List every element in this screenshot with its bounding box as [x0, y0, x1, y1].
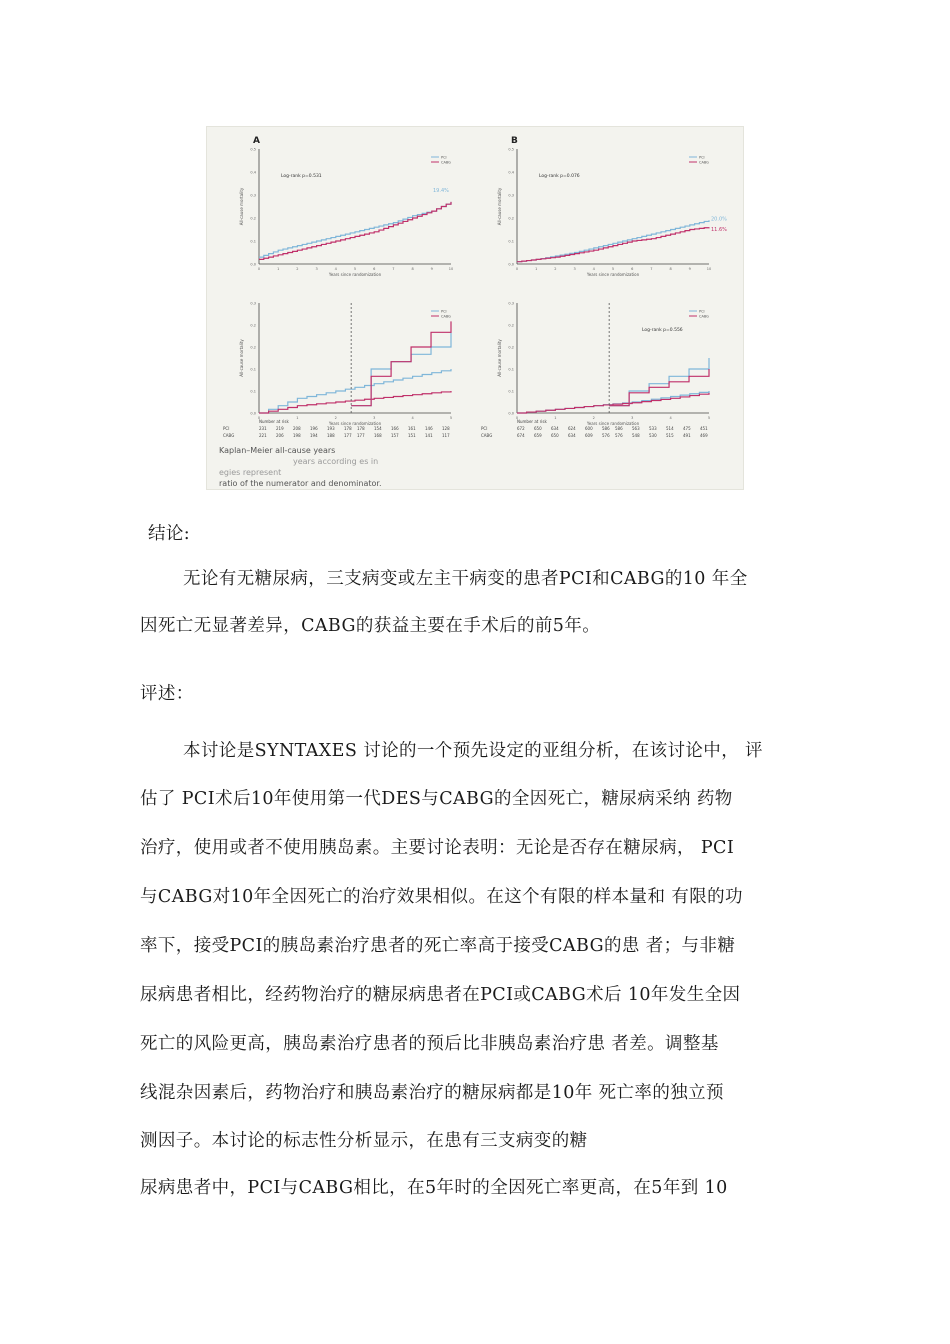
- panel-c-ytick-1: 0.1: [250, 389, 256, 394]
- risk-c-cell-0-5: 178: [344, 426, 352, 431]
- panel-a-end-label: 19.4%: [433, 187, 449, 194]
- panel-b-ytick-2: 0.2: [508, 216, 514, 221]
- panel-b-series-pci: [517, 220, 709, 261]
- panel-d-legend-label-1: CABG: [699, 314, 709, 319]
- risk-c-cell-0-0: 231: [259, 426, 267, 431]
- panel-c-ytick-3: 0.2: [250, 345, 256, 350]
- panel-a-ylabel: All-cause mortality: [239, 187, 244, 226]
- panel-a-xtick-9: 9: [430, 267, 433, 271]
- risk-c2-cell-1-4: 141: [425, 433, 433, 438]
- panel-b-xtick-2: 2: [554, 267, 557, 271]
- panel-b-ytick-0: 0.0: [508, 262, 514, 267]
- panel-b-xtick-6: 6: [631, 267, 634, 271]
- review-line-1: 本讨论是SYNTAXES 讨论的一个预先设定的亚组分析，在该讨论中， 评: [183, 741, 763, 761]
- panel-d-xtick-0: 0: [515, 416, 519, 420]
- conclusion-line-2: 因死亡无显著差异，CABG的获益主要在手术后的前5年。: [140, 616, 601, 636]
- review-line-9: 测因子。本讨论的标志性分析显示，在患有三支病变的糖: [140, 1131, 588, 1151]
- panel-a-xtick-2: 2: [296, 267, 299, 271]
- risk-c2-cell-1-0: 177: [357, 433, 365, 438]
- risk-c2-cell-1-3: 151: [408, 433, 416, 438]
- risk-d2-cell-0-1: 563: [632, 426, 640, 431]
- panel-d-xlabel: Years since randomization: [586, 421, 640, 426]
- panel-c-ytick-4: 0.2: [250, 323, 256, 328]
- risk-header-right: Number at risk: [517, 419, 547, 424]
- risk-c2-cell-0-4: 146: [425, 426, 433, 431]
- panel-d-ytick-4: 0.2: [508, 323, 514, 328]
- panel-c-ylabel: All-cause mortality: [239, 339, 244, 377]
- risk-c-cell-0-4: 193: [327, 426, 335, 431]
- review-line-4: 与CABG对10年全因死亡的治疗效果相似。在这个有限的样本量和 有限的功: [140, 887, 743, 907]
- panel-a-xtick-10: 10: [448, 267, 454, 271]
- risk-c2-cell-0-3: 161: [408, 426, 416, 431]
- risk-c-cell-1-1: 206: [276, 433, 284, 438]
- risk-d2-cell-1-3: 515: [666, 433, 674, 438]
- risk-c2-cell-0-5: 128: [442, 426, 450, 431]
- panel-a-xtick-3: 3: [315, 267, 318, 271]
- risk-d-cell-1-4: 609: [585, 433, 593, 438]
- risk-d2-cell-0-3: 514: [666, 426, 674, 431]
- risk-c-cell-0-1: 219: [276, 426, 284, 431]
- panel-b-ylabel: All-cause mortality: [497, 187, 502, 226]
- risk-d2-cell-0-4: 475: [683, 426, 691, 431]
- panel-c-ytick-0: 0.0: [250, 411, 256, 416]
- panel-a-xtick-1: 1: [277, 267, 280, 271]
- panel-c-xtick-3: 3: [373, 416, 376, 420]
- panel-b-xlabel: Years since randomization: [586, 272, 640, 277]
- risk-d2-cell-1-0: 576: [615, 433, 623, 438]
- risk-d-cell-0-2: 634: [551, 426, 559, 431]
- panel-b-legend-label-0: PCI: [699, 155, 705, 160]
- risk-d-cell-1-5: 576: [602, 433, 610, 438]
- panel-a-xtick-6: 6: [373, 267, 376, 271]
- panel-c-ytick-2: 0.1: [250, 367, 256, 372]
- panel-b-xtick-7: 7: [650, 267, 653, 271]
- panel-c-ytick-5: 0.3: [250, 301, 256, 306]
- risk-c2-cell-1-1: 168: [374, 433, 382, 438]
- panel-d-ytick-3: 0.2: [508, 345, 514, 350]
- panel-b-legend-label-1: CABG: [699, 160, 709, 165]
- caption-line-3: egies represent: [219, 468, 282, 477]
- caption-line-4: ratio of the numerator and denominator.: [219, 479, 382, 488]
- panel-a-ytick-3: 0.3: [250, 193, 256, 198]
- risk-c2-cell-1-5: 117: [442, 433, 450, 438]
- risk-d2-cell-1-4: 491: [683, 433, 691, 438]
- risk-d-cell-0-4: 600: [585, 426, 593, 431]
- conclusion-heading: 结论:: [148, 524, 191, 544]
- panel-c-landmark-series-0: [351, 332, 451, 405]
- risk-header-left: Number at risk: [259, 419, 289, 424]
- review-line-10: 尿病患者中，PCI与CABG相比，在5年时的全因死亡率更高，在5年到 10: [140, 1178, 728, 1198]
- panel-c-legend-label-0: PCI: [441, 309, 447, 314]
- risk-c-cell-1-5: 177: [344, 433, 352, 438]
- panel-b-xtick-5: 5: [611, 267, 615, 271]
- risk-c-cell-0-2: 208: [293, 426, 301, 431]
- panel-b-xtick-8: 8: [669, 267, 672, 271]
- panel-d-xtick-5: 5: [707, 416, 711, 420]
- risk-d2-cell-1-1: 548: [632, 433, 640, 438]
- risk-d-cell-0-1: 650: [534, 426, 542, 431]
- review-line-5: 率下，接受PCI的胰岛素治疗患者的死亡率高于接受CABG的患 者；与非糖: [140, 936, 736, 956]
- panel-a-xtick-7: 7: [392, 267, 395, 271]
- panel-a-xlabel: Years since randomization: [328, 272, 382, 277]
- panel-d-ytick-0: 0.0: [508, 411, 514, 416]
- panel-a-ytick-5: 0.5: [250, 147, 256, 152]
- panel-b-xtick-1: 1: [535, 267, 538, 271]
- panel-a-letter: A: [253, 136, 260, 146]
- risk-c-group-0: PCI: [223, 426, 230, 431]
- caption-line-2: years according es in: [293, 457, 379, 466]
- review-line-3: 治疗，使用或者不使用胰岛素。主要讨论表明：无论是否存在糖尿病， PCI: [140, 838, 735, 858]
- review-line-8: 线混杂因素后，药物治疗和胰岛素治疗的糖尿病都是10年 死亡率的独立预: [140, 1083, 724, 1103]
- km-charts: [207, 127, 744, 447]
- risk-d2-cell-0-2: 533: [649, 426, 657, 431]
- review-line-6: 尿病患者相比，经药物治疗的糖尿病患者在PCI或CABG术后 10年发生全因: [140, 985, 741, 1005]
- panel-d-legend-label-0: PCI: [699, 309, 705, 314]
- panel-b-xtick-0: 0: [515, 267, 519, 271]
- panel-c-xtick-5: 5: [449, 416, 453, 420]
- panel-b-letter: B: [511, 136, 518, 146]
- panel-d-landmark-series-0: [609, 358, 709, 406]
- risk-d2-cell-0-5: 451: [700, 426, 708, 431]
- panel-c-xtick-0: 0: [257, 416, 261, 420]
- panel-a-xtick-0: 0: [257, 267, 261, 271]
- panel-c-xtick-2: 2: [334, 416, 337, 420]
- panel-c-xlabel: Years since randomization: [328, 421, 382, 426]
- panel-b-ytick-4: 0.4: [508, 170, 514, 175]
- panel-b-ytick-3: 0.3: [508, 193, 514, 198]
- panel-b-ytick-5: 0.5: [508, 147, 514, 152]
- panel-d-xtick-3: 3: [631, 416, 634, 420]
- panel-d-ytick-5: 0.3: [508, 301, 514, 306]
- risk-c2-cell-1-2: 157: [391, 433, 399, 438]
- risk-d-cell-0-3: 624: [568, 426, 576, 431]
- risk-d-cell-0-5: 586: [602, 426, 610, 431]
- panel-b-ytick-1: 0.1: [508, 239, 514, 244]
- panel-a-ytick-4: 0.4: [250, 170, 256, 175]
- panel-d-xtick-2: 2: [592, 416, 595, 420]
- review-line-2: 估了 PCI术后10年使用第一代DES与CABG的全因死亡，糖尿病采纳 药物: [140, 789, 733, 809]
- panel-a-series-cabg: [259, 202, 451, 260]
- kaplan-meier-figure: [206, 126, 744, 490]
- panel-b-xtick-3: 3: [573, 267, 576, 271]
- risk-d-cell-1-2: 650: [551, 433, 559, 438]
- panel-a-series-pci: [259, 202, 451, 257]
- panel-b-end-label-pci: 20.0%: [711, 216, 727, 223]
- panel-b-end-label-cabg: 11.6%: [711, 227, 727, 234]
- review-heading: 评述：: [140, 684, 194, 704]
- panel-b-annotation: Log-rank p=0.076: [539, 174, 580, 179]
- risk-d-cell-1-3: 634: [568, 433, 576, 438]
- panel-c-series-pci: [259, 369, 451, 413]
- risk-d-group-1: CABG: [481, 433, 493, 438]
- panel-a-ytick-1: 0.1: [250, 239, 256, 244]
- panel-c-xtick-4: 4: [411, 416, 414, 420]
- review-line-7: 死亡的风险更高，胰岛素治疗患者的预后比非胰岛素治疗患 者差。调整基: [140, 1034, 719, 1054]
- risk-c-cell-1-3: 194: [310, 433, 318, 438]
- risk-d-group-0: PCI: [481, 426, 488, 431]
- risk-d2-cell-1-5: 469: [700, 433, 708, 438]
- panel-a-ytick-0: 0.0: [250, 262, 256, 267]
- panel-a-ytick-2: 0.2: [250, 216, 256, 221]
- risk-c-cell-1-0: 221: [259, 433, 267, 438]
- risk-c2-cell-0-1: 154: [374, 426, 382, 431]
- panel-a-xtick-4: 4: [334, 267, 337, 271]
- panel-a-xtick-8: 8: [411, 267, 414, 271]
- risk-d-cell-1-1: 659: [534, 433, 542, 438]
- risk-c-cell-0-3: 196: [310, 426, 318, 431]
- panel-a-legend-label-0: PCI: [441, 155, 447, 160]
- panel-d-xtick-1: 1: [554, 416, 557, 420]
- risk-c-group-1: CABG: [223, 433, 235, 438]
- panel-b-xtick-4: 4: [592, 267, 595, 271]
- risk-c2-cell-0-2: 166: [391, 426, 399, 431]
- risk-c-cell-1-4: 188: [327, 433, 335, 438]
- risk-d-cell-1-0: 674: [517, 433, 525, 438]
- risk-d2-cell-1-2: 530: [649, 433, 657, 438]
- panel-a-xtick-5: 5: [353, 267, 357, 271]
- risk-d2-cell-0-0: 586: [615, 426, 623, 431]
- figure-caption: [213, 445, 739, 489]
- panel-d-xtick-4: 4: [669, 416, 672, 420]
- panel-d-ytick-1: 0.1: [508, 389, 514, 394]
- risk-d-cell-0-0: 672: [517, 426, 525, 431]
- panel-b-xtick-10: 10: [706, 267, 712, 271]
- panel-b-xtick-9: 9: [688, 267, 691, 271]
- panel-d-ylabel: All-cause mortality: [497, 339, 502, 377]
- panel-c-legend-label-1: CABG: [441, 314, 451, 319]
- panel-c-xtick-1: 1: [296, 416, 299, 420]
- risk-c2-cell-0-0: 178: [357, 426, 365, 431]
- risk-c-cell-1-2: 198: [293, 433, 301, 438]
- conclusion-line-1: 无论有无糖尿病，三支病变或左主干病变的患者PCI和CABG的10 年全: [183, 569, 748, 589]
- panel-d-annotation: Log-rank p=0.556: [642, 328, 683, 333]
- panel-a-legend-label-1: CABG: [441, 160, 451, 165]
- panel-a-annotation: Log-rank p=0.531: [281, 174, 322, 179]
- panel-d-ytick-2: 0.1: [508, 367, 514, 372]
- caption-line-1: Kaplan–Meier all-cause years: [219, 446, 336, 455]
